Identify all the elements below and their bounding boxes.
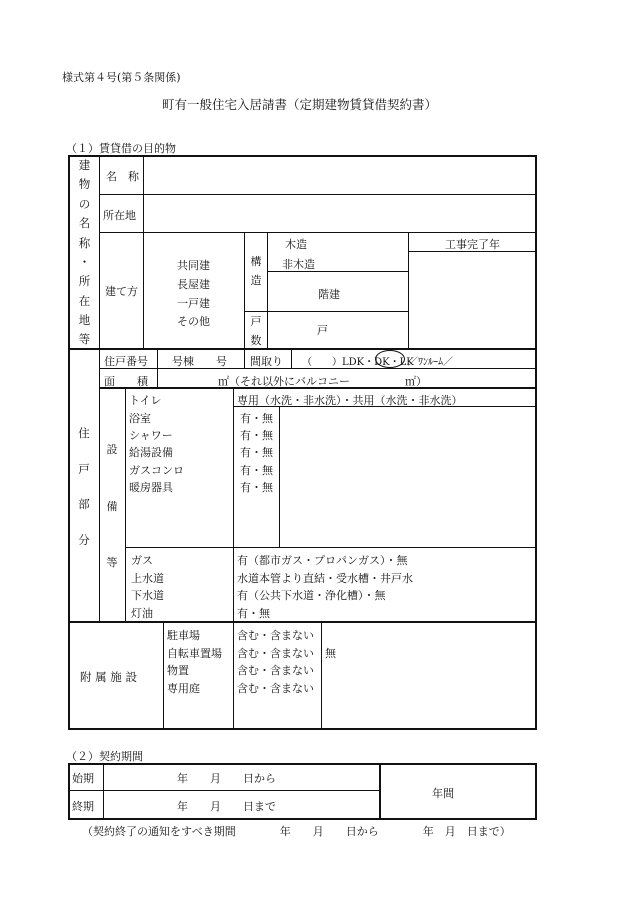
equipment-name: ガスコンロ <box>129 464 184 477</box>
area-value[interactable]: ㎡（それ以外にバルコニー ㎡） <box>218 375 427 388</box>
units-label: 戸 数 <box>250 315 262 347</box>
equipment-name: シャワー <box>129 429 173 442</box>
utility-name: ガス <box>131 554 153 567</box>
section2-heading: （２）契約期間 <box>66 750 143 763</box>
equipment-name: 浴室 <box>129 412 151 425</box>
unit-no-label: 住戸番号 <box>104 355 148 368</box>
document-title: 町有一般住宅入居請書（定期建物賃貸借契約書） <box>162 97 438 112</box>
equipment-value[interactable]: 有・無 <box>240 446 273 459</box>
name-label: 名 称 <box>106 170 139 183</box>
end-label: 終期 <box>72 800 94 813</box>
build-type-option[interactable]: 一戸建 <box>177 297 210 310</box>
start-label: 始期 <box>72 772 94 785</box>
equipment-value[interactable]: 有・無 <box>240 429 273 442</box>
location-label: 所在地 <box>103 209 136 222</box>
attached-value[interactable]: 含む・含まない <box>237 629 314 642</box>
attached-name: 自転車置場 <box>167 647 222 660</box>
attached-name: 物置 <box>167 664 189 677</box>
units-suffix: 戸 <box>317 324 328 337</box>
equipment-name: トイレ <box>129 394 162 407</box>
equipment-name: 給湯設備 <box>129 446 173 459</box>
layout-label: 間取り <box>250 355 283 368</box>
structure-wood[interactable]: 木造 <box>285 238 307 251</box>
utility-name: 下水道 <box>131 589 164 602</box>
utility-name: 灯油 <box>131 607 153 620</box>
area-label: 面 積 <box>104 375 148 388</box>
utility-value[interactable]: 有（公共下水道・浄化槽）・無 <box>237 589 386 602</box>
attached-label: 附 属 施 設 <box>80 670 137 684</box>
build-type-option[interactable]: 長屋建 <box>177 278 210 291</box>
attached-name: 駐車場 <box>167 629 200 642</box>
notice-text: （契約終了の通知をすべき期間 年 月 日から 年 月 日まで） <box>82 825 511 838</box>
structure-nonwood[interactable]: 非木造 <box>282 258 315 271</box>
duration-label[interactable]: 年間 <box>432 787 454 800</box>
equipment-value[interactable]: 専用（水洗・非水洗）・共用（水洗・非水洗） <box>237 394 463 407</box>
structure-label: 構 造 <box>250 255 262 287</box>
equipment-value[interactable]: 有・無 <box>240 464 273 477</box>
unit-no-value[interactable]: 号棟 号 <box>172 355 227 368</box>
attached-name: 専用庭 <box>167 682 200 695</box>
equipment-name: 暖房器具 <box>129 481 173 494</box>
layout-selection-circle <box>375 350 405 368</box>
form-number: 様式第４号(第５条関係) <box>62 71 181 84</box>
utility-name: 上水道 <box>131 572 164 585</box>
attached-note: 無 <box>325 647 336 660</box>
attached-value[interactable]: 含む・含まない <box>237 647 314 660</box>
equipment-label: 設 備 等 <box>106 443 118 569</box>
floors-label: 階建 <box>318 288 340 301</box>
utility-value[interactable]: 水道本管より直結・受水槽・井戸水 <box>237 572 413 585</box>
building-header: 建 物 の 名 称 ・ 所 在 地 等 <box>78 158 91 347</box>
utility-value[interactable]: 有・無 <box>237 607 270 620</box>
attached-value[interactable]: 含む・含まない <box>237 682 314 695</box>
layout-value[interactable]: （ ）LDK・DK・LK <box>302 357 414 368</box>
dwelling-header: 住 戸 部 分 <box>78 426 90 547</box>
layout-oneroom[interactable]: ／ﾜﾝﾙｰﾑ／ <box>408 357 453 368</box>
utility-value[interactable]: 有（都市ガス・プロパンガス）・無 <box>237 554 408 567</box>
start-value[interactable]: 年 月 日から <box>177 772 276 785</box>
section1-heading: （１）賃貸借の目的物 <box>66 142 176 155</box>
attached-value[interactable]: 含む・含まない <box>237 664 314 677</box>
equipment-value[interactable]: 有・無 <box>240 412 273 425</box>
equipment-value[interactable]: 有・無 <box>240 481 273 494</box>
completion-label: 工事完了年 <box>445 238 500 251</box>
build-type-option[interactable]: その他 <box>177 315 210 328</box>
build-type-option[interactable]: 共同建 <box>177 259 210 272</box>
build-type-label: 建て方 <box>105 285 138 298</box>
end-value[interactable]: 年 月 日まで <box>177 800 276 813</box>
